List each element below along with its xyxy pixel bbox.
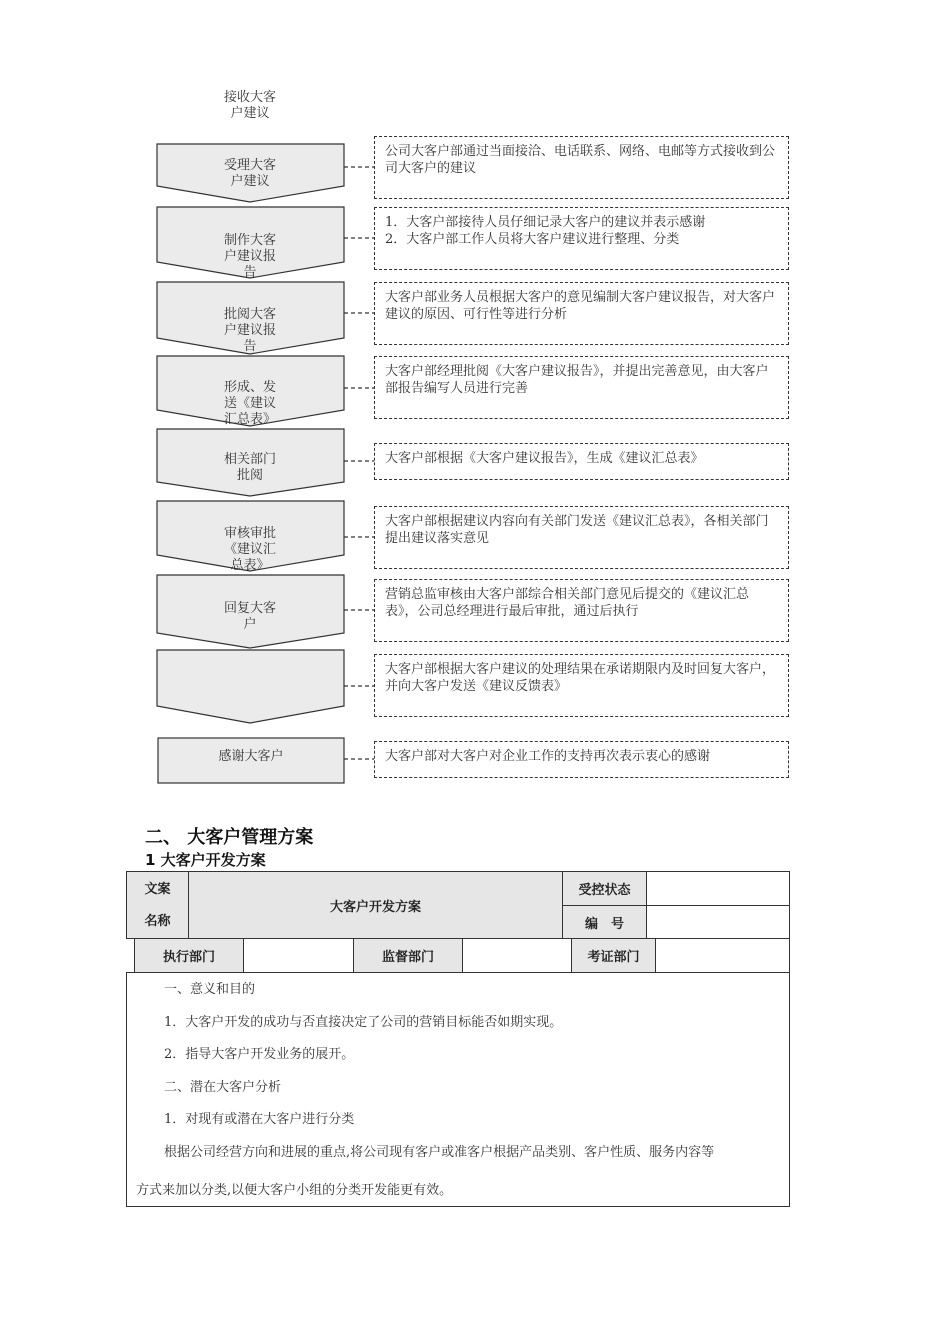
flow-final-label: 感谢大客户 [218, 749, 284, 764]
body-paragraph-2: 2．指导大客户开发业务的展开。 [164, 1047, 355, 1062]
body-heading-1: 一、意义和目的 [164, 982, 256, 997]
flow-step-label-7: 回复大客户 [223, 601, 276, 632]
body-paragraph-4a: 根据公司经营方向和进展的重点,将公司现有客户或准客户根据产品类别、客户性质、服务内容等 [164, 1145, 715, 1160]
sub-title: 1 大客户开发方案 [145, 851, 266, 869]
flow-step-label-4: 形成、发送《建议汇总表》 [223, 380, 276, 427]
number-label: 编 号 [562, 905, 647, 939]
exec-dept-value [243, 938, 354, 973]
body-heading-2: 二、潜在大客户分析 [164, 1080, 282, 1095]
flow-step-shape-8 [157, 650, 344, 723]
flow-final-note-text: 大客户部对大客户对企业工作的支持再次表示衷心的感谢 [385, 749, 711, 764]
supervise-dept-value [462, 938, 572, 973]
flow-step-label-1: 受理大客户建议 [223, 158, 276, 189]
flow-note-1 [374, 136, 789, 199]
doc-name-label-1: 文案 [144, 882, 171, 897]
flow-note-4 [374, 356, 789, 419]
body-paragraph-1: 1．大客户开发的成功与否直接决定了公司的营销目标能否如期实现。 [164, 1015, 563, 1030]
flow-note-1-text: 公司大客户部通过当面接洽、电话联系、网络、电邮等方式接收到公司大客户的建议 [385, 144, 776, 176]
doc-body [126, 972, 790, 1207]
flow-note-6-text: 大客户部根据建议内容向有关部门发送《建议汇总表》，各相关部门提出建议落实意见 [385, 514, 769, 546]
flow-note-8 [374, 654, 789, 717]
flow-note-2-line-2: 2．大客户部工作人员将大客户建议进行整理、分类 [385, 232, 680, 247]
number-value [646, 905, 790, 939]
flow-final-note [374, 741, 789, 778]
flow-note-7 [374, 579, 789, 642]
flow-note-5-text: 大客户部根据《大客户建议报告》，生成《建议汇总表》 [385, 451, 704, 466]
verify-dept-label: 考证部门 [571, 938, 656, 973]
control-status-value [646, 871, 790, 906]
doc-name-value: 大客户开发方案 [188, 871, 563, 939]
control-status-label: 受控状态 [562, 871, 647, 906]
flow-step-label-6: 审核审批《建议汇总表》 [223, 526, 276, 573]
flow-note-8-text: 大客户部根据大客户建议的处理结果在承诺期限内及时回复大客户，并向大客户发送《建议反馈表》 [385, 662, 776, 694]
doc-name-label-2: 名称 [144, 914, 171, 929]
supervise-dept-label: 监督部门 [353, 938, 463, 973]
verify-dept-value [655, 938, 790, 973]
exec-dept-label: 执行部门 [134, 938, 244, 973]
doc-name-label-cell [126, 871, 189, 939]
body-paragraph-4b: 方式来加以分类,以便大客户小组的分类开发能更有效。 [136, 1183, 453, 1198]
flow-note-2-line-1: 1．大客户部接待人员仔细记录大客户的建议并表示感谢 [385, 215, 706, 230]
flow-step-label-3: 批阅大客户建议报告 [223, 307, 276, 354]
flow-note-7-text: 营销总监审核由大客户部综合相关部门意见后提交的《建议汇总表》，公司总经理进行最后审批，通过后执行 [385, 587, 750, 619]
flow-note-4-text: 大客户部经理批阅《大客户建议报告》，并提出完善意见，由大客户部报告编写人员进行完善 [385, 364, 769, 396]
flow-step-label-5: 相关部门批阅 [223, 452, 276, 483]
flow-step-label-2: 制作大客户建议报告 [223, 233, 276, 280]
flow-top-label: 接收大客户建议 [223, 90, 276, 121]
section-title: 二、 大客户管理方案 [145, 827, 314, 848]
body-paragraph-3: 1．对现有或潜在大客户进行分类 [164, 1112, 355, 1127]
flow-note-6 [374, 506, 789, 569]
flow-note-2 [374, 207, 789, 270]
flow-note-3-text: 大客户部业务人员根据大客户的意见编制大客户建议报告，对大客户建议的原因、可行性等进行分析 [385, 290, 776, 322]
flow-connectors [344, 167, 374, 759]
flow-note-5 [374, 443, 789, 480]
flow-note-3 [374, 282, 789, 345]
